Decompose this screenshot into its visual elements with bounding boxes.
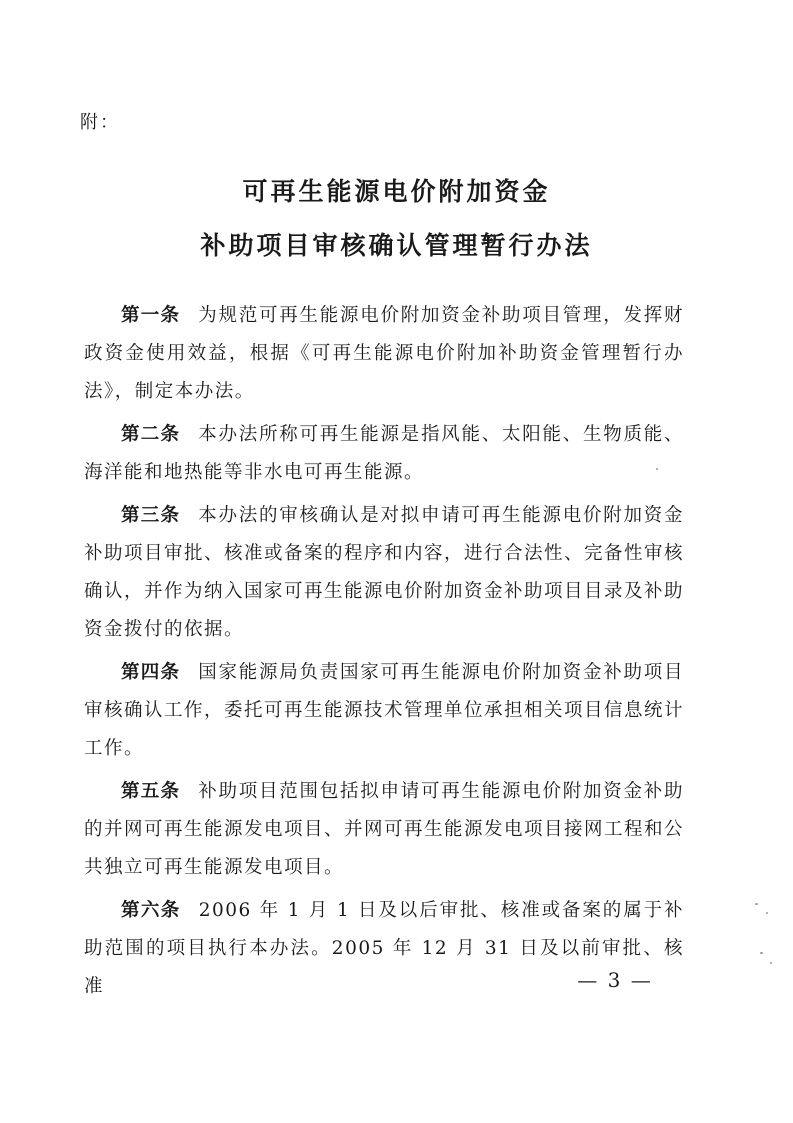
page-number: — 3 — (577, 968, 653, 992)
document-title-line-1: 可再生能源电价附加资金 (242, 177, 551, 206)
article-text: 本办法的审核确认是对拟申请可再生能源电价附加资金补助项目审批、核准或备案的程序和内容，进行合法性、完备性审核确认，并作为纳入国家可再生能源电价附加资金补助项目目录及补助资金拨付的依据。 (84, 505, 685, 640)
article-heading: 第五条 (121, 781, 181, 802)
article-text: 2006 年 1 月 1 日及以后审批、核准或备案的属于补助范围的项目执行本办法。2005 年 12 月 31 日及以前审批、核准 (84, 900, 684, 997)
article-text: 本办法所称可再生能源是指风能、太阳能、生物质能、海洋能和地热能等非水电可再生能源。 (84, 424, 684, 483)
document-title-line-2: 补助项目审核确认管理暂行办法 (200, 231, 593, 260)
article-heading: 第三条 (121, 505, 181, 526)
article-heading: 第二条 (121, 424, 181, 445)
scan-speck (755, 903, 758, 905)
article-4 (84, 654, 684, 768)
article-text: 为规范可再生能源电价附加资金补助项目管理，发挥财政资金使用效益，根据《可再生能源电价附加补助资金管理暂行办法》，制定本办法。 (84, 305, 684, 402)
article-heading: 第一条 (121, 305, 181, 326)
article-text: 国家能源局负责国家可再生能源电价附加资金补助项目审核确认工作，委托可再生能源技术管理单位承担相关项目信息统计工作。 (84, 662, 685, 759)
article-3 (84, 497, 684, 649)
document-body (84, 297, 684, 1011)
scan-speck (656, 468, 658, 470)
scan-speck (760, 952, 763, 954)
article-1 (84, 297, 684, 411)
article-2 (84, 416, 684, 492)
article-heading: 第六条 (121, 900, 181, 921)
attachment-label: 附： (80, 112, 120, 133)
article-text: 补助项目范围包括拟申请可再生能源电价附加资金补助的并网可再生能源发电项目、并网可再生能源发电项目接网工程和公共独立可再生能源发电项目。 (84, 781, 685, 878)
article-5 (84, 773, 684, 887)
scan-speck (770, 962, 772, 964)
scan-speck (766, 912, 768, 914)
article-heading: 第四条 (121, 662, 181, 683)
